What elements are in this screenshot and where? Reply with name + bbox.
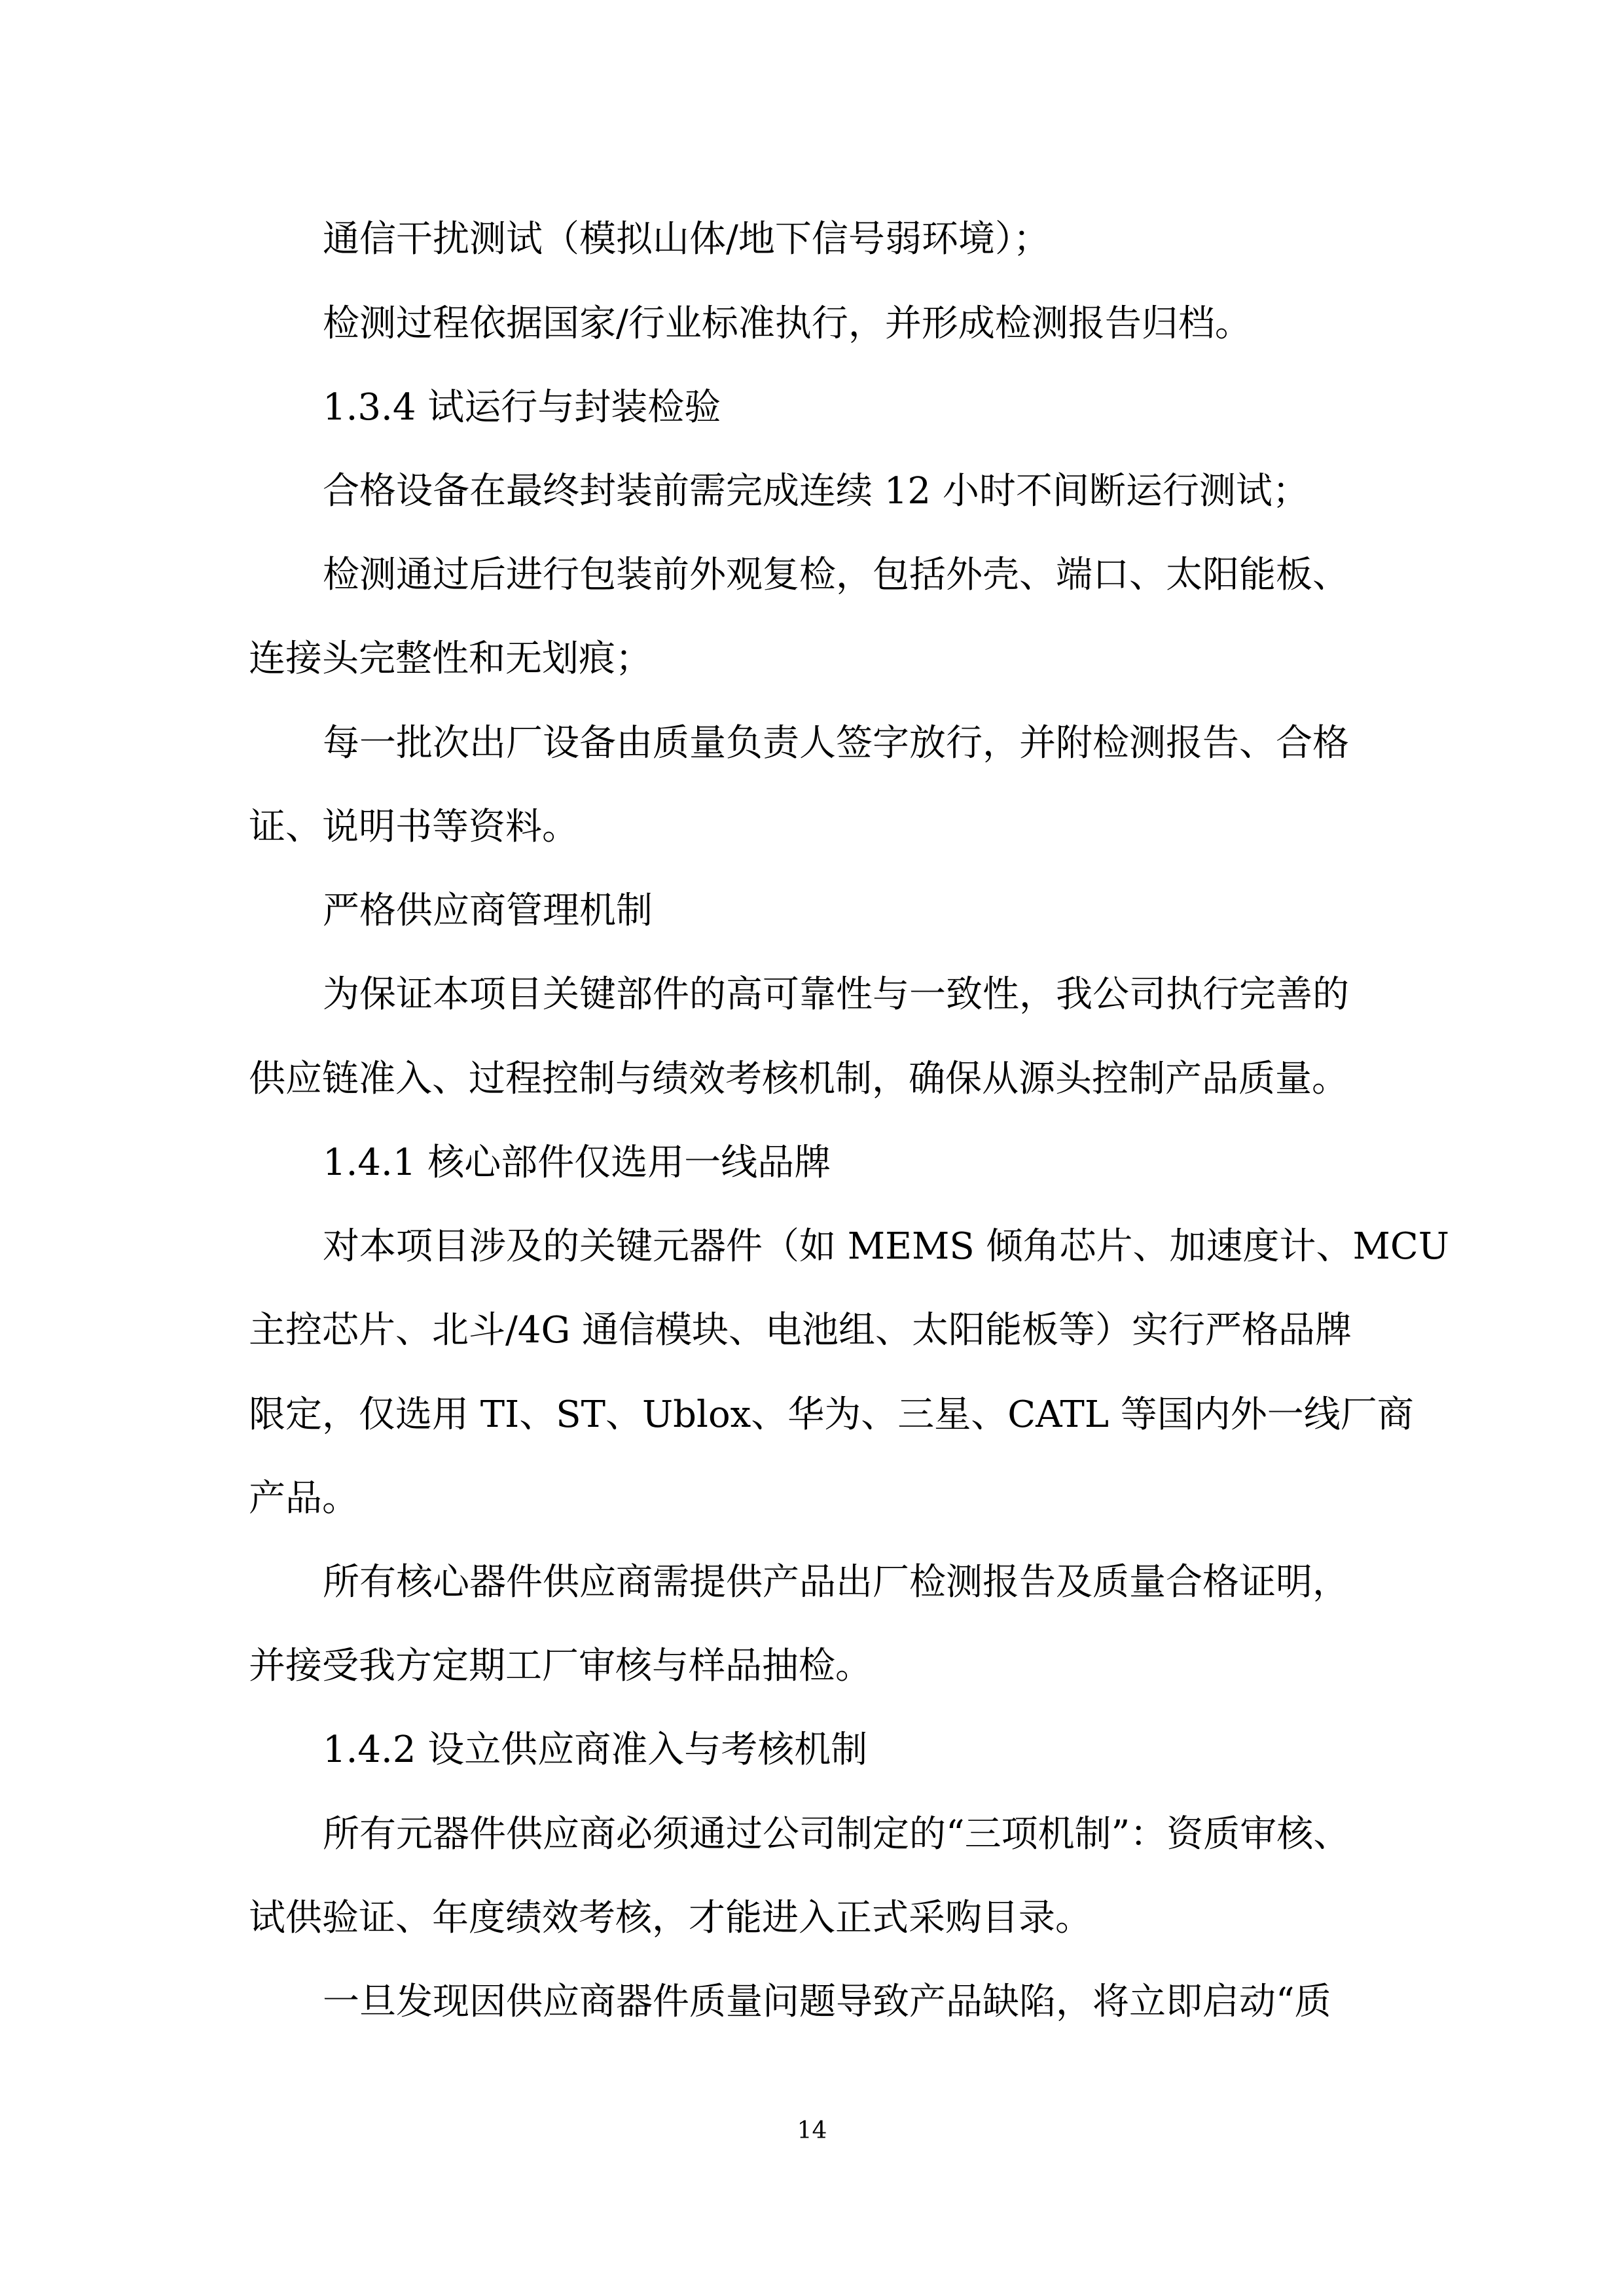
body-line: 限定，仅选用 TI、ST、Ublox、华为、三星、CATL 等国内外一线厂商 — [249, 1393, 1414, 1436]
body-line: 检测通过后进行包装前外观复检，包括外壳、端口、太阳能板、 — [323, 554, 1349, 596]
section-heading-1-3-4: 1.3.4 试运行与封装检验 — [323, 386, 721, 429]
body-line: 并接受我方定期工厂审核与样品抽检。 — [249, 1645, 872, 1687]
body-line: 供应链准入、过程控制与绩效考核机制，确保从源头控制产品质量。 — [249, 1058, 1348, 1100]
body-line: 主控芯片、北斗/4G 通信模块、电池组、太阳能板等）实行严格品牌 — [249, 1309, 1352, 1352]
body-line: 检测过程依据国家/行业标准执行，并形成检测报告归档。 — [323, 302, 1252, 345]
section-heading-1-4-2: 1.4.2 设立供应商准入与考核机制 — [323, 1729, 868, 1771]
body-line: 试供验证、年度绩效考核，才能进入正式采购目录。 — [249, 1897, 1092, 1939]
body-line: 一旦发现因供应商器件质量问题导致产品缺陷，将立即启动“质 — [323, 1981, 1331, 2023]
body-line: 所有核心器件供应商需提供产品出厂检测报告及质量合格证明， — [323, 1561, 1349, 1604]
body-line: 产品。 — [249, 1477, 359, 1520]
page-number: 14 — [797, 2117, 827, 2144]
section-heading-1-4-1: 1.4.1 核心部件仅选用一线品牌 — [323, 1141, 831, 1184]
body-line: 对本项目涉及的关键元器件（如 MEMS 倾角芯片、加速度计、MCU — [323, 1225, 1449, 1268]
section-heading-supplier-management: 严格供应商管理机制 — [323, 889, 653, 932]
body-line: 证、说明书等资料。 — [249, 806, 579, 848]
body-line: 每一批次出厂设备由质量负责人签字放行，并附检测报告、合格 — [323, 722, 1349, 764]
body-line: 通信干扰测试（模拟山体/地下信号弱环境）； — [323, 218, 1050, 260]
body-line: 连接头完整性和无划痕； — [249, 637, 652, 680]
body-line: 合格设备在最终封装前需完成连续 12 小时不间断运行测试； — [323, 470, 1309, 512]
body-line: 为保证本项目关键部件的高可靠性与一致性，我公司执行完善的 — [323, 973, 1349, 1016]
body-line: 所有元器件供应商必须通过公司制定的“三项机制”：资质审核、 — [323, 1813, 1350, 1856]
